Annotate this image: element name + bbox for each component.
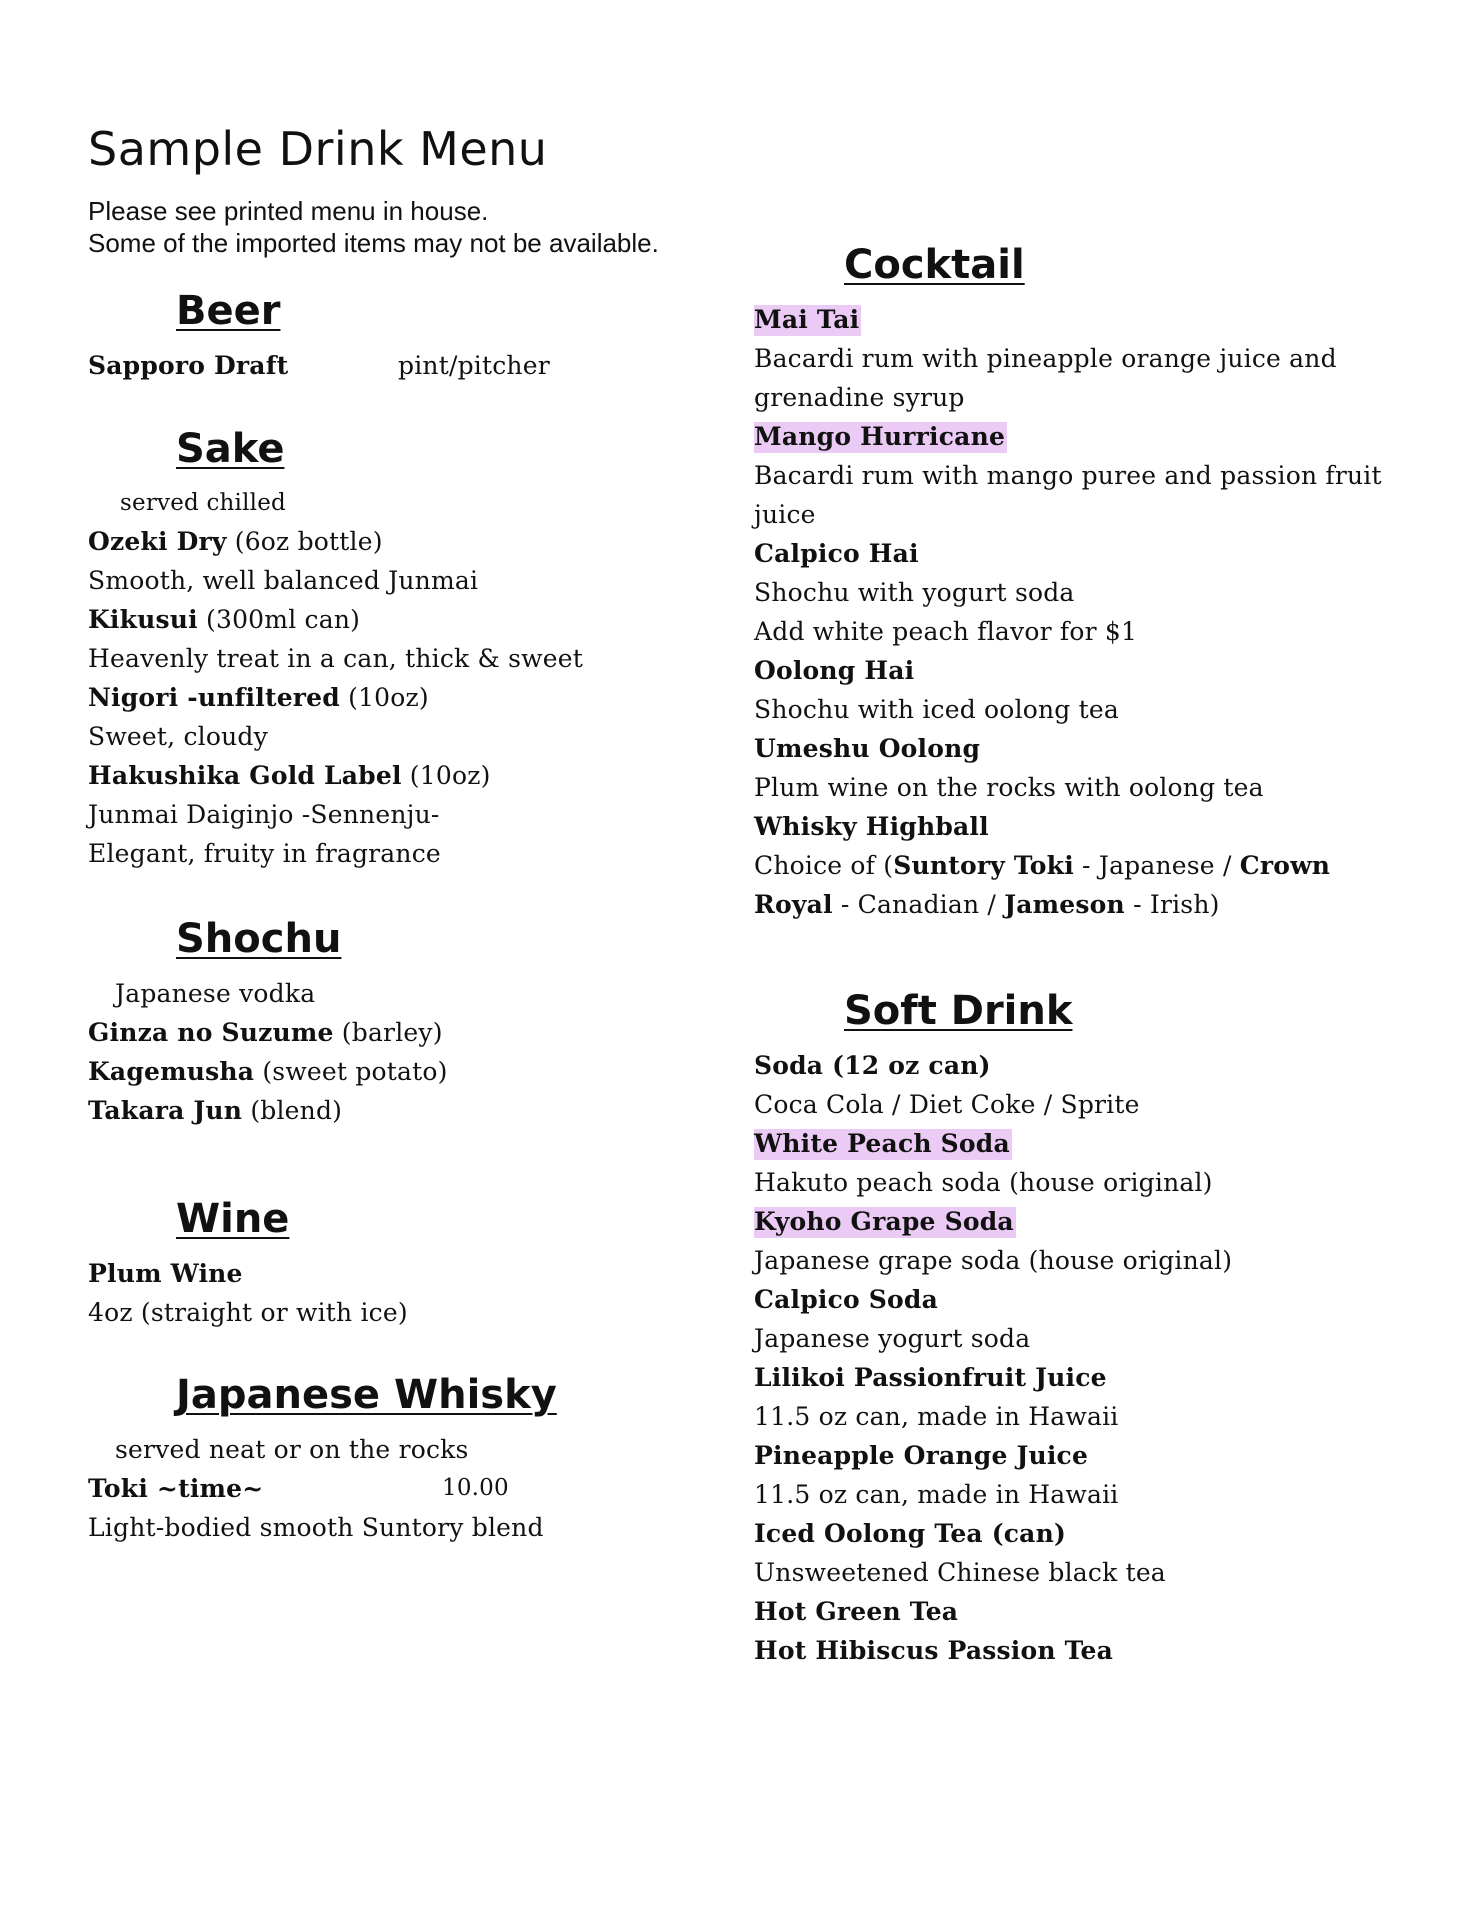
menu-item [754, 300, 1382, 339]
item-desc: Japanese grape soda (house original) [754, 1246, 1233, 1275]
menu-item [88, 1052, 448, 1091]
wine-heading: Wine [176, 1196, 290, 1242]
item-desc: Shochu with iced oolong tea [754, 695, 1120, 724]
sake-heading: Sake [176, 426, 285, 472]
menu-item [88, 678, 583, 717]
item-name: Calpico Soda [754, 1285, 938, 1314]
shochu-heading: Shochu [176, 916, 342, 962]
whisky-item: Toki ~time~ [88, 1474, 264, 1503]
item-desc: Unsweetened Chinese black tea [754, 1558, 1166, 1587]
wine-list [88, 1254, 408, 1332]
menu-note [88, 195, 659, 259]
item-detail: (barley) [333, 1018, 443, 1047]
item-desc: Japanese yogurt soda [754, 1324, 1031, 1353]
item-name: Ginza no Suzume [88, 1018, 334, 1047]
item-desc: Bacardi rum with pineapple orange juice and [754, 344, 1337, 373]
desc-brand: Royal [754, 890, 833, 919]
item-name-highlighted: Mai Tai [754, 305, 860, 334]
whisky-price: 10.00 [442, 1475, 509, 1501]
beer-heading: Beer [176, 288, 281, 334]
item-name: Hakushika Gold Label [88, 761, 402, 790]
note-line: Please see printed menu in house. [88, 196, 489, 226]
item-detail: (blend) [242, 1096, 343, 1125]
item-desc [754, 846, 1382, 885]
item-detail: (10oz) [401, 761, 491, 790]
item-detail: (300ml can) [197, 605, 361, 634]
item-detail: (6oz bottle) [226, 527, 383, 556]
item-name: Oolong Hai [754, 656, 915, 685]
item-desc: Sweet, cloudy [88, 722, 268, 751]
whisky-desc: Light-bodied smooth Suntory blend [88, 1513, 544, 1542]
item-name: Hot Hibiscus Passion Tea [754, 1636, 1114, 1665]
soft-drink-heading: Soft Drink [844, 988, 1073, 1034]
item-desc: juice [754, 500, 816, 529]
menu-item [88, 1091, 448, 1130]
item-name: Kagemusha [88, 1057, 255, 1086]
item-desc: 11.5 oz can, made in Hawaii [754, 1402, 1119, 1431]
item-name: Takara Jun [88, 1096, 243, 1125]
desc-brand: Jameson [1004, 890, 1125, 919]
item-name: Lilikoi Passionfruit Juice [754, 1363, 1107, 1392]
item-desc: grenadine syrup [754, 383, 965, 412]
item-name: Umeshu Oolong [754, 734, 981, 763]
item-desc: Smooth, well balanced Junmai [88, 566, 479, 595]
item-desc: Plum wine on the rocks with oolong tea [754, 773, 1264, 802]
desc-text: - Japanese / [1073, 851, 1240, 880]
beer-size: pint/pitcher [398, 351, 550, 380]
item-name: Whisky Highball [754, 812, 989, 841]
cocktail-list [754, 300, 1382, 924]
item-desc: Junmai Daiginjo -Sennenju- [88, 800, 440, 829]
cocktail-heading: Cocktail [844, 242, 1025, 288]
item-desc: 4oz (straight or with ice) [88, 1298, 408, 1327]
menu-item [754, 417, 1382, 456]
item-name-highlighted: Kyoho Grape Soda [754, 1207, 1014, 1236]
page-title: Sample Drink Menu [88, 122, 548, 176]
beer-item: Sapporo Draft [88, 351, 289, 380]
item-name-highlighted: White Peach Soda [754, 1129, 1010, 1158]
item-desc: Hakuto peach soda (house original) [754, 1168, 1213, 1197]
shochu-list [88, 1013, 448, 1130]
item-name-highlighted: Mango Hurricane [754, 422, 1006, 451]
menu-item [88, 522, 583, 561]
item-desc: 11.5 oz can, made in Hawaii [754, 1480, 1119, 1509]
menu-item [754, 1124, 1232, 1163]
shochu-note: Japanese vodka [115, 979, 316, 1008]
item-name: Kikusui [88, 605, 198, 634]
desc-brand: Suntory Toki [893, 851, 1074, 880]
item-desc: Bacardi rum with mango puree and passion fruit [754, 461, 1382, 490]
item-detail: (sweet potato) [254, 1057, 448, 1086]
item-desc [754, 885, 1382, 924]
menu-item [88, 1013, 448, 1052]
desc-text: Choice of ( [754, 851, 894, 880]
sake-note: served chilled [120, 490, 286, 516]
whisky-heading: Japanese Whisky [176, 1372, 557, 1418]
item-name: Hot Green Tea [754, 1597, 959, 1626]
item-name: Iced Oolong Tea (can) [754, 1519, 1066, 1548]
desc-text: - Canadian / [832, 890, 1005, 919]
item-desc: Heavenly treat in a can, thick & sweet [88, 644, 583, 673]
item-name: Pineapple Orange Juice [754, 1441, 1089, 1470]
menu-item [88, 600, 583, 639]
item-desc: Add white peach flavor for $1 [754, 617, 1138, 646]
whisky-note: served neat or on the rocks [115, 1435, 469, 1464]
item-name: Plum Wine [88, 1259, 243, 1288]
item-desc: Coca Cola / Diet Coke / Sprite [754, 1090, 1140, 1119]
item-detail: (10oz) [339, 683, 429, 712]
item-name: Calpico Hai [754, 539, 919, 568]
sake-list [88, 522, 583, 873]
note-line: Some of the imported items may not be available. [88, 228, 659, 258]
menu-item [754, 1202, 1232, 1241]
desc-brand: Crown [1239, 851, 1331, 880]
item-desc: Shochu with yogurt soda [754, 578, 1075, 607]
item-name: Nigori -unfiltered [88, 683, 340, 712]
item-desc: Elegant, fruity in fragrance [88, 839, 441, 868]
item-name: Soda (12 oz can) [754, 1051, 991, 1080]
item-name: Ozeki Dry [88, 527, 227, 556]
desc-text: - Irish) [1124, 890, 1220, 919]
menu-item [88, 756, 583, 795]
soft-drink-list [754, 1046, 1232, 1670]
